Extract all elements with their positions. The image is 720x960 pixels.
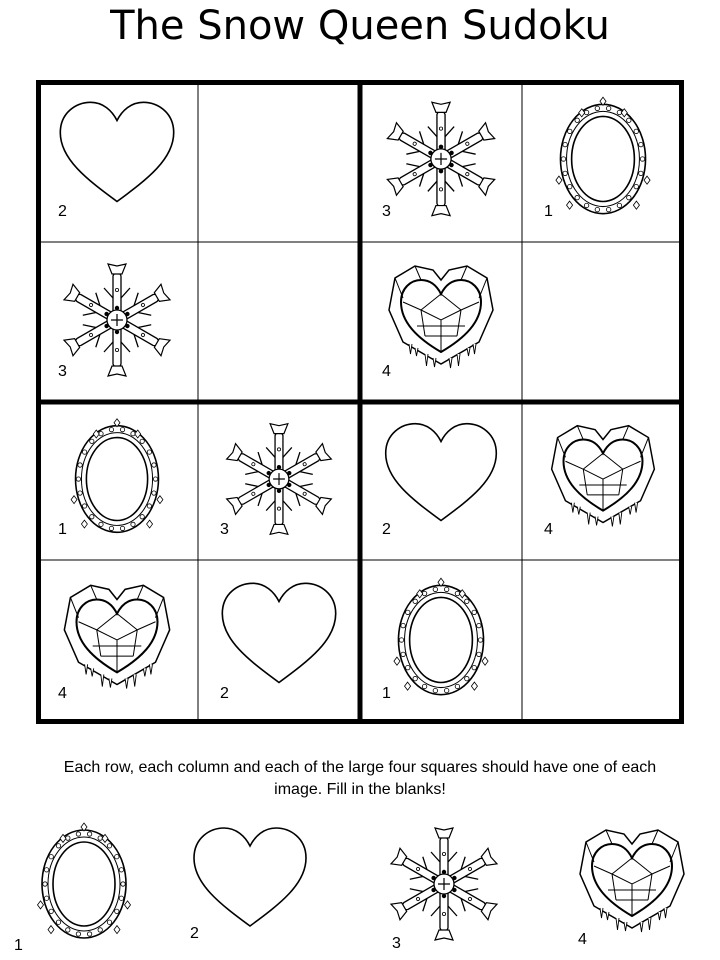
cell-number: 1	[58, 521, 67, 538]
grid-cell	[360, 242, 522, 402]
grid-cell-blank[interactable]	[198, 80, 360, 242]
grid-cell	[198, 560, 360, 724]
page-title: The Snow Queen Sudoku	[110, 3, 610, 49]
cell-number: 1	[382, 685, 391, 702]
sudoku-board	[36, 80, 684, 724]
grid-cell	[36, 80, 198, 242]
cell-number: 4	[544, 521, 553, 538]
cell-number: 2	[220, 685, 229, 702]
instructions-text	[0, 757, 720, 801]
grid-cell	[522, 80, 684, 242]
legend-number: 1	[14, 937, 23, 954]
cell-number: 4	[58, 685, 67, 702]
grid-cell-blank[interactable]	[522, 242, 684, 402]
grid-cell	[36, 242, 198, 402]
grid-cell	[198, 402, 360, 560]
cell-number: 3	[58, 363, 67, 380]
instructions-line-1: Each row, each column and each of the large four squares should have one of each	[63, 759, 657, 776]
grid-cell	[360, 402, 522, 560]
cell-number: 1	[544, 203, 553, 220]
grid-cell	[36, 402, 198, 560]
legend-number: 3	[392, 935, 401, 952]
grid-cell	[36, 560, 198, 724]
grid-cell-blank[interactable]	[522, 560, 684, 724]
grid-cell	[360, 560, 522, 724]
cell-number: 2	[382, 521, 391, 538]
instructions-line-2: image. Fill in the blanks!	[274, 781, 446, 798]
heart-icon	[180, 818, 320, 958]
cell-number: 4	[382, 363, 391, 380]
mirror-icon	[14, 818, 154, 958]
cell-number: 2	[58, 203, 67, 220]
legend-number: 2	[190, 925, 199, 942]
grid-cell	[360, 80, 522, 242]
grid-cell	[522, 402, 684, 560]
legend-item	[14, 818, 154, 958]
legend-item	[180, 818, 320, 958]
grid-cell-blank[interactable]	[198, 242, 360, 402]
legend-number: 4	[578, 931, 587, 948]
cell-number: 3	[382, 203, 391, 220]
cell-number: 3	[220, 521, 229, 538]
